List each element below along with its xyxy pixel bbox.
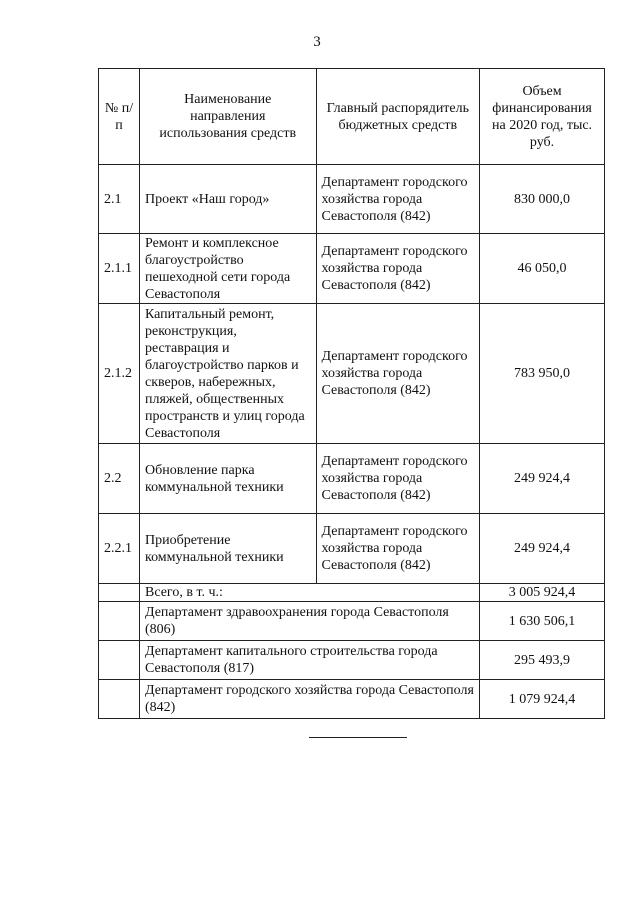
row-num: 2.2 (99, 444, 140, 514)
row-volume: 46 050,0 (480, 234, 605, 304)
row-volume: 830 000,0 (480, 165, 605, 234)
header-volume: Объем финансирования на 2020 год, тыс. руб. (480, 69, 605, 165)
table-row (99, 234, 605, 304)
header-manager: Главный распорядитель бюджетных средств (316, 69, 480, 165)
row-manager: Департамент городского хозяйства города Севастополя (842) (316, 234, 480, 304)
empty-cell (99, 680, 140, 719)
empty-cell (99, 584, 140, 602)
row-volume: 783 950,0 (480, 304, 605, 444)
total-row (99, 584, 605, 602)
table-header-row (99, 69, 605, 165)
row-name: Проект «Наш город» (139, 165, 316, 234)
row-name: Ремонт и комплексное благоустройство пешеходной сети города Севастополя (139, 234, 316, 304)
breakdown-row (99, 680, 605, 719)
row-manager: Департамент городского хозяйства города Севастополя (842) (316, 165, 480, 234)
breakdown-label: Департамент капитального строительства города Севастополя (817) (139, 641, 479, 680)
breakdown-label: Департамент городского хозяйства города Севастополя (842) (139, 680, 479, 719)
row-volume: 249 924,4 (480, 444, 605, 514)
breakdown-volume: 1 079 924,4 (480, 680, 605, 719)
breakdown-label: Департамент здравоохранения города Севастополя (806) (139, 602, 479, 641)
header-num: № п/п (99, 69, 140, 165)
table-row (99, 444, 605, 514)
empty-cell (99, 602, 140, 641)
total-label: Всего, в т. ч.: (139, 584, 479, 602)
funding-table (98, 68, 605, 719)
separator-line (309, 737, 407, 738)
breakdown-row (99, 602, 605, 641)
row-manager: Департамент городского хозяйства города Севастополя (842) (316, 304, 480, 444)
table-row (99, 165, 605, 234)
row-name: Обновление парка коммунальной техники (139, 444, 316, 514)
row-num: 2.1.1 (99, 234, 140, 304)
row-num: 2.2.1 (99, 514, 140, 584)
row-num: 2.1.2 (99, 304, 140, 444)
row-volume: 249 924,4 (480, 514, 605, 584)
row-name: Капитальный ремонт, реконструкция, реставрация и благоустройство парков и скверов, набережных, пляжей, общественных пространств и улиц города Севастополя (139, 304, 316, 444)
empty-cell (99, 641, 140, 680)
table-row (99, 304, 605, 444)
table-row (99, 514, 605, 584)
breakdown-volume: 1 630 506,1 (480, 602, 605, 641)
row-manager: Департамент городского хозяйства города Севастополя (842) (316, 514, 480, 584)
row-num: 2.1 (99, 165, 140, 234)
row-manager: Департамент городского хозяйства города Севастополя (842) (316, 444, 480, 514)
header-name: Наименование направления использования средств (139, 69, 316, 165)
row-name: Приобретение коммунальной техники (139, 514, 316, 584)
breakdown-row (99, 641, 605, 680)
page-number: 3 (313, 34, 321, 50)
total-volume: 3 005 924,4 (480, 584, 605, 602)
breakdown-volume: 295 493,9 (480, 641, 605, 680)
